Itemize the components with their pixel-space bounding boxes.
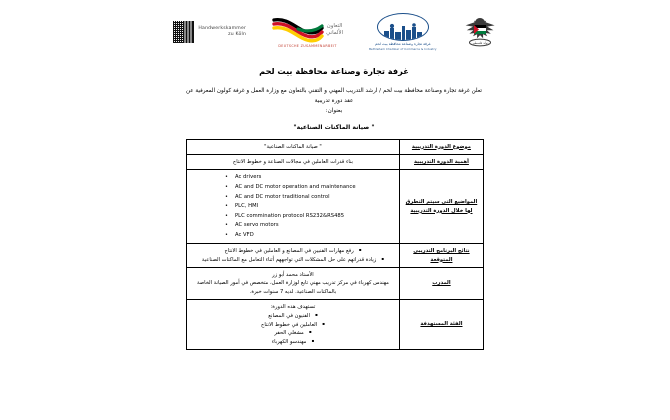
list-item <box>191 256 395 264</box>
trainer-name: الأستاذ محمد أبو زر <box>272 272 314 279</box>
audience-label: الفنيون في المصانع <box>268 313 310 320</box>
row-label-topics: المواضيع التي سيتم التطرق لها خلال الدورة التدريبية <box>399 170 483 244</box>
coop-arabic-line1: التعاون <box>326 22 343 29</box>
list-item <box>191 338 395 346</box>
intro-section <box>0 66 670 131</box>
row-label-trainer: المدرب <box>399 268 483 300</box>
row-label-audience: الفئة المستهدفة <box>399 300 483 350</box>
audience-intro: تستهدف هذه الدورة: <box>270 304 316 311</box>
course-details-table <box>186 139 484 350</box>
coop-arabic-line2: الألماني <box>326 29 344 36</box>
trainer-bio <box>191 271 395 296</box>
course-table-wrapper <box>0 139 670 350</box>
handwerkskammer-koeln-logo <box>173 9 246 55</box>
hwk-line1: Handwerkskammer <box>198 25 247 31</box>
chamber-skyline-icon <box>380 20 426 40</box>
course-name-heading: " صيانة الماكنات الصناعية" <box>293 123 375 131</box>
table-row <box>187 300 484 350</box>
coop-subtitle: DEUTSCHE ZUSAMMENARBEIT <box>278 43 337 48</box>
list-item <box>191 329 395 337</box>
topics-list <box>191 173 395 240</box>
chamber-caption-english: Bethlehem Chamber of Commerce & Industry <box>369 47 437 51</box>
table-row <box>187 244 484 268</box>
intro-paragraph: تعلن غرفة تجارة وصناعة محافظة بيت لحم / ارشد التدريب المهني و التقني بالتعاون مع وزارة العمل و غرفة كولون المعرفية عن عقد دورة تدريبية <box>186 88 482 104</box>
topic-label: PLC, HMI <box>234 203 259 210</box>
eagle-emblem-icon <box>463 14 497 50</box>
table-row <box>187 154 484 169</box>
hwk-line2: zu Köln <box>228 32 247 37</box>
list-item <box>191 312 395 320</box>
outcomes-list <box>191 247 395 264</box>
page-title: غرفة تجارة وصناعة محافظة بيت لحم <box>259 66 409 76</box>
list-item <box>191 321 395 329</box>
trainer-description: مهندس كهرباء في مركز تدريب مهني تابع لوزارة العمل، متخصص في أمور الصيانة الخاصة بالماكنات الصناعية. لديه 7 سنوات خبرة. <box>196 280 389 295</box>
audience-list <box>191 312 395 346</box>
audience-label: مهندسو الكهرباء <box>271 338 307 345</box>
table-row <box>187 170 484 244</box>
list-item <box>191 247 395 255</box>
row-value-audience <box>187 300 400 350</box>
topic-label: AC servo motors <box>234 222 279 229</box>
chamber-caption-arabic: غرفة تجارة وصناعة محافظة بيت لحم <box>375 42 431 46</box>
topic-label: Ac drivers <box>234 174 262 181</box>
list-item <box>225 212 395 222</box>
topic-label: Ac VFD <box>234 231 254 238</box>
list-item <box>225 183 395 193</box>
palestinian-national-authority-emblem <box>463 9 497 55</box>
list-item <box>225 221 395 231</box>
audience-label: العاملين في خطوط الانتاج <box>261 321 318 328</box>
row-label-importance: أهمية الدورة التدريبية <box>399 154 483 169</box>
bethlehem-chamber-logo <box>369 9 437 55</box>
emblem-caption: دولة فلسطين <box>471 41 489 45</box>
row-value-subject: " صيانة الماكنات الصناعية" <box>187 139 400 154</box>
handwerkskammer-mark-icon <box>173 21 194 43</box>
list-item <box>225 231 395 241</box>
topic-label: PLC commination protocol RS232&RS485 <box>234 212 345 219</box>
topic-label: AC and DC motor traditional control <box>234 193 330 200</box>
list-item <box>225 173 395 183</box>
list-item <box>225 202 395 212</box>
row-value-outcomes <box>187 244 400 268</box>
outcome-label: رفع مهارات الفنيين في المصانع و العاملين في خطوط الانتاج <box>224 248 354 255</box>
list-item <box>225 192 395 202</box>
row-value-trainer <box>187 268 400 300</box>
table-row <box>187 139 484 154</box>
table-row <box>187 268 484 300</box>
logo-strip <box>0 0 670 58</box>
outcome-label: زيادة قدراتهم على حل المشكلات التي تواجههم أثناء التعامل مع الماكنات الصناعية <box>201 256 377 263</box>
row-value-topics <box>187 170 400 244</box>
topic-label: AC and DC motor operation and maintenance <box>234 183 356 190</box>
intro-byline: بعنوان: <box>325 107 343 114</box>
row-value-importance: بناء قدرات العاملين في مجالات الصناعة و خطوط الانتاج <box>187 154 400 169</box>
row-label-outcomes: نتائج البرنامج التدريبي المتوقعة <box>399 244 483 268</box>
audience-label: مشغلي الحفر <box>274 330 304 337</box>
row-label-subject: موضوع الدورة التدريبية <box>399 139 483 154</box>
german-palestinian-flag-swoosh-icon <box>272 17 324 43</box>
chamber-oval-emblem-icon <box>377 13 429 41</box>
german-arab-cooperation-logo <box>272 9 343 55</box>
